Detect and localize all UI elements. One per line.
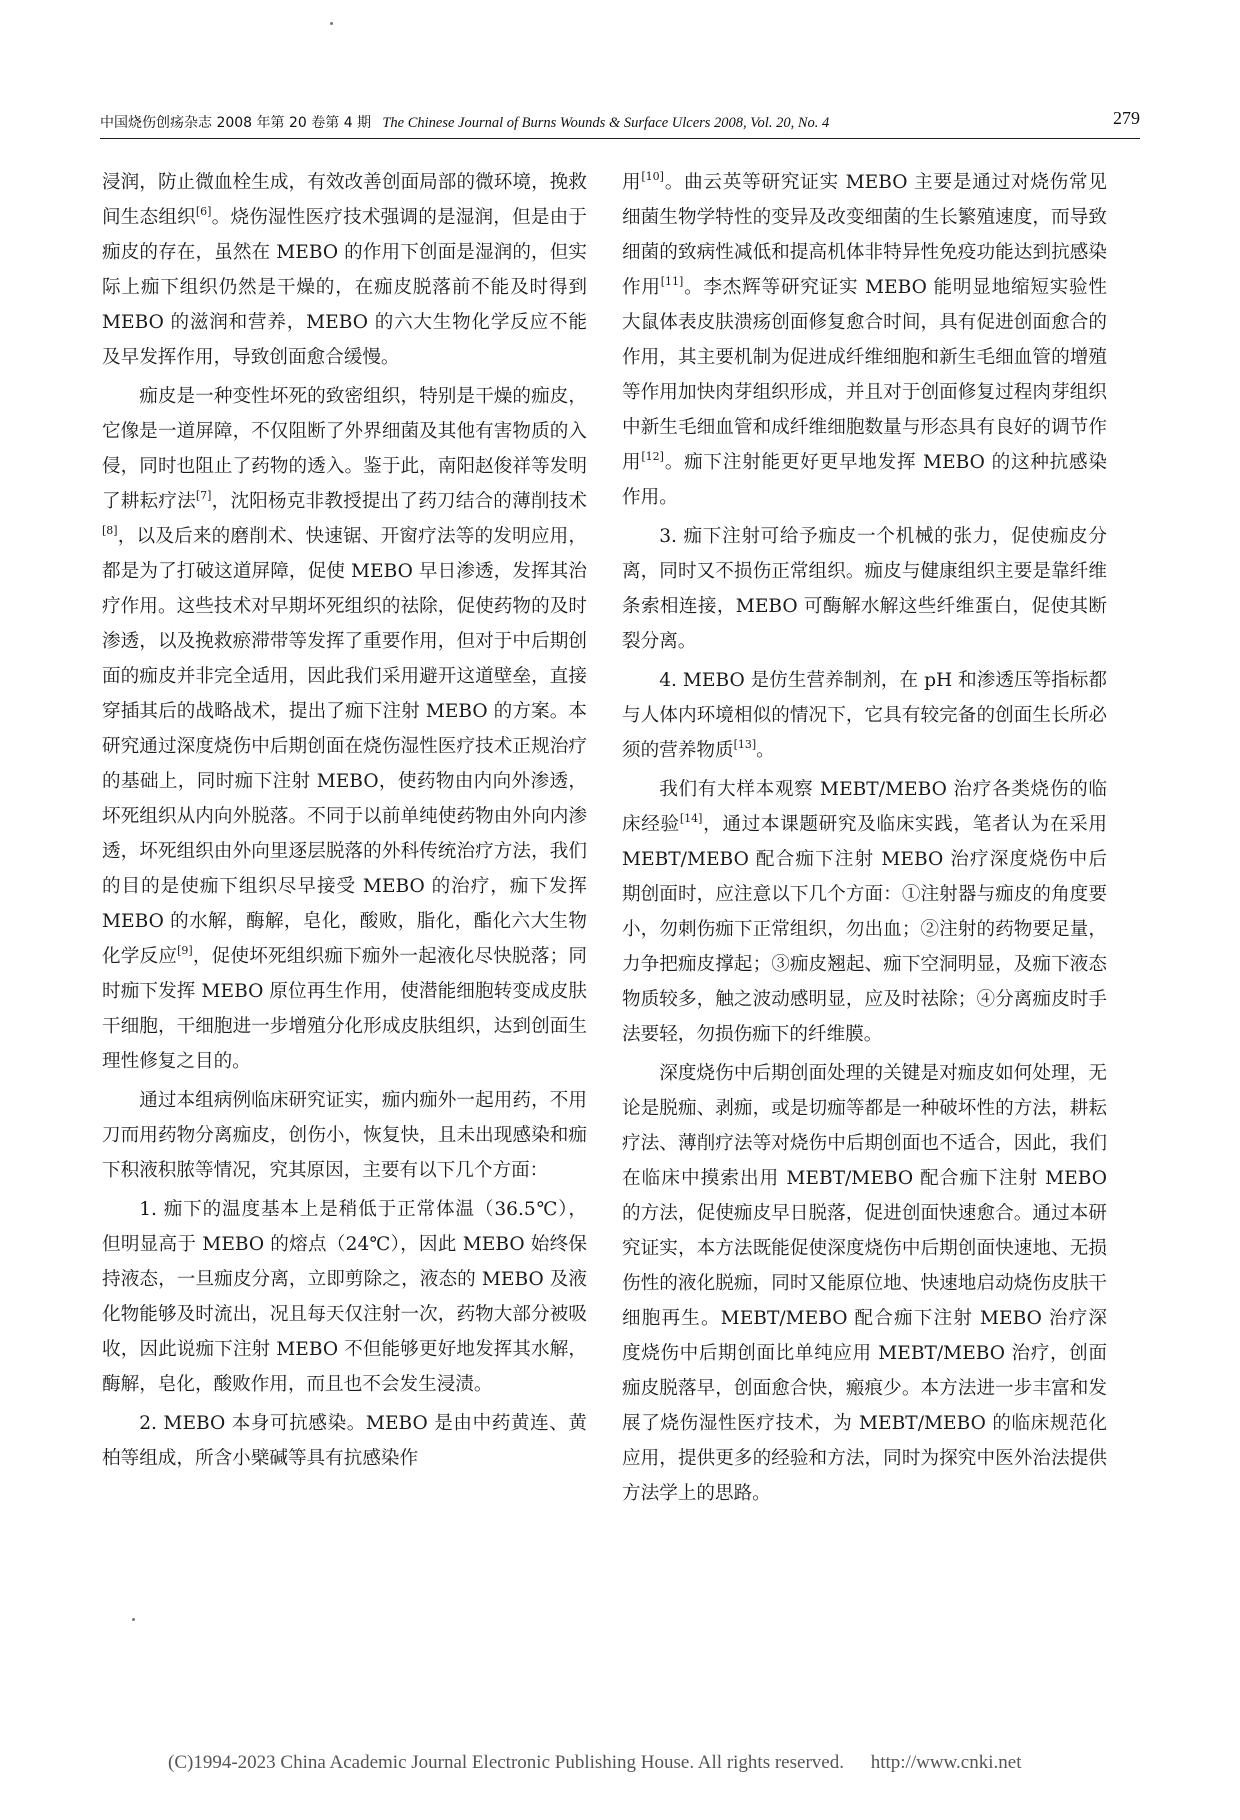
scan-speck — [132, 1618, 135, 1621]
paragraph-text: 2. MEBO 本身可抗感染。MEBO 是由中药黄连、黄柏等组成，所含小檗碱等具有抗感染作 — [102, 1413, 587, 1469]
paragraph-text: 。李杰辉等研究证实 MEBO 能明显地缩短实验性大鼠体表皮肤溃疡创面修复愈合时间，具有促进创面愈合的作用，其主要机制为促进成纤维细胞和新生毛细血管的增殖等作用加快肉芽组织形成，并且对于创面修复过程肉芽组织中新生毛细血管和成纤维细胞数量与形态具有良好的调节作用 — [622, 277, 1107, 473]
journal-title-cn: 中国烧伤创疡杂志 2008 年第 20 卷第 4 期 — [100, 115, 372, 131]
paragraph — [102, 165, 587, 375]
paragraph — [102, 1083, 587, 1188]
paragraph-text: ，促使坏死组织痂下痂外一起液化尽快脱落；同时痂下发挥 MEBO 原位再生作用，使潜能细胞转变成皮肤干细胞，干细胞进一步增殖分化形成皮肤组织，达到创面生理性修复之目的。 — [102, 946, 587, 1072]
citation-marker: [12] — [641, 450, 664, 463]
paragraph — [622, 1056, 1107, 1511]
citation-marker: [8] — [102, 524, 118, 537]
journal-title-en: The Chinese Journal of Burns Wounds & Surface Ulcers 2008, Vol. 20, No. 4 — [382, 115, 830, 131]
citation-marker: [9] — [177, 944, 193, 957]
paragraph-text: ，通过本课题研究及临床实践，笔者认为在采用 MEBT/MEBO 配合痂下注射 MEBO 治疗深度烧伤中后期创面时，应注意以下几个方面：①注射器与痂皮的角度要小，勿刺伤痂下正常组织，勿出血；②注射的药物要足量，力争把痂皮撑起；③痂皮翘起、痂下空洞明显，及痂下液态物质较多，触之波动感明显，应及时祛除；④分离痂皮时手法要轻，勿损伤痂下的纤维膜。 — [622, 814, 1107, 1045]
citation-marker: [13] — [733, 738, 757, 751]
paragraph — [622, 663, 1107, 768]
paragraph-text: 深度烧伤中后期创面处理的关键是对痂皮如何处理，无论是脱痂、剥痂，或是切痂等都是一种破坏性的方法，耕耘疗法、薄削疗法等对烧伤中后期创面也不适合，因此，我们在临床中摸索出用 MEBT/MEBO 配合痂下注射 MEBO 的方法，促使痂皮早日脱落，促进创面快速愈合。通过本研究证实，本方法既能促使深度烧伤中后期创面快速地、无损伤性的液化脱痂，同时又能原位地、快速地启动烧伤皮肤干细胞再生。MEBT/MEBO 配合痂下注射 MEBO 治疗深度烧伤中后期创面比单纯应用 MEBT/MEBO 治疗，创面痂皮脱落早，创面愈合快，瘢痕少。本方法进一步丰富和发展了烧伤湿性医疗技术，为 MEBT/MEBO 的临床规范化应用，提供更多的经验和方法，同时为探究中医外治法提供方法学上的思路。 — [622, 1063, 1107, 1504]
paragraph-text: 用 — [622, 172, 642, 193]
paragraph-text: 痂皮是一种变性坏死的致密组织，特别是干燥的痂皮，它像是一道屏障，不仅阻断了外界细菌及其他有害物质的入侵，同时也阻止了药物的透入。鉴于此，南阳赵俊祥等发明了耕耘疗法 — [102, 386, 587, 512]
paragraph-text: 3. 痂下注射可给予痂皮一个机械的张力，促使痂皮分离，同时又不损伤正常组织。痂皮与健康组织主要是靠纤维条索相连接，MEBO 可酶解水解这些纤维蛋白，促使其断裂分离。 — [622, 526, 1107, 652]
paragraph — [622, 165, 1107, 515]
source-url: http://www.cnki.net — [870, 1752, 1022, 1773]
paragraph-text: 。 — [756, 740, 775, 761]
running-header — [100, 108, 1140, 139]
paragraph — [102, 1192, 587, 1402]
paragraph-text: ，沈阳杨克非教授提出了药刀结合的薄削技术 — [211, 491, 587, 512]
citation-marker: [10] — [641, 170, 664, 183]
paragraph-text: 。痂下注射能更好更早地发挥 MEBO 的这种抗感染作用。 — [622, 452, 1107, 508]
paragraph — [622, 519, 1107, 659]
paragraph-text: 1. 痂下的温度基本上是稍低于正常体温（36.5℃），但明显高于 MEBO 的熔点（24℃），因此 MEBO 始终保持液态，一旦痂皮分离，立即剪除之，液态的 MEBO 及液化物能够及时流出，况且每天仅注射一次，药物大部分被吸收，因此说痂下注射 MEBO 不但能够更好地发挥其水解，酶解，皂化，酸败作用，而且也不会发生浸渍。 — [102, 1199, 587, 1395]
paragraph-text: 我们有大样本观察 MEBT/MEBO 治疗各类烧伤的临床经验 — [622, 779, 1107, 835]
paragraph-text: 浸润，防止微血栓生成，有效改善创面局部的微环境，挽救间生态组织 — [102, 172, 587, 228]
citation-marker: [7] — [195, 489, 212, 502]
scan-speck — [330, 22, 333, 25]
paragraph-text: ，以及后来的磨削术、快速锯、开窗疗法等的发明应用，都是为了打破这道屏障，促使 MEBO 早日渗透，发挥其治疗作用。这些技术对早期坏死组织的祛除，促使药物的及时渗透，以及挽救瘀滞带等发挥了重要作用，但对于中后期创面的痂皮并非完全适用，因此我们采用避开这道壁垒，直接穿插其后的战略战术，提出了痂下注射 MEBO 的方案。本研究通过深度烧伤中后期创面在烧伤湿性医疗技术正规治疗的基础上，同时痂下注射 MEBO，使药物由内向外渗透，坏死组织从内向外脱落。不同于以前单纯使药物由外向内渗透，坏死组织由外向里逐层脱落的外科传统治疗方法，我们的目的是使痂下组织尽早接受 MEBO 的治疗，痂下发挥 MEBO 的水解，酶解，皂化，酸败，脂化，酯化六大生物化学反应 — [102, 526, 587, 967]
page-number: 279 — [1113, 108, 1140, 128]
citation-marker: [14] — [679, 812, 703, 825]
paragraph-text: 4. MEBO 是仿生营养制剂，在 pH 和渗透压等指标都与人体内环境相似的情况下，它具有较完备的创面生长所必须的营养物质 — [622, 670, 1107, 761]
copyright-text: (C)1994-2023 China Academic Journal Electronic Publishing House. All rights reserved. — [168, 1752, 844, 1773]
paragraph — [622, 772, 1107, 1052]
paragraph-text: 。曲云英等研究证实 MEBO 主要是通过对烧伤常见细菌生物学特性的变异及改变细菌的生长繁殖速度，而导致细菌的致病性减低和提高机体非特异性免疫功能达到抗感染作用 — [622, 172, 1107, 298]
paragraph — [102, 1406, 587, 1476]
paragraph — [102, 379, 587, 1079]
right-column — [622, 165, 1107, 1515]
citation-marker: [6] — [195, 205, 212, 218]
left-column — [102, 165, 587, 1480]
copyright-footer — [168, 1752, 1021, 1774]
paragraph-text: 。烧伤湿性医疗技术强调的是湿润，但是由于痂皮的存在，虽然在 MEBO 的作用下创面是湿润的，但实际上痂下组织仍然是干燥的，在痂皮脱落前不能及时得到 MEBO 的滋润和营养，MEBO 的六大生物化学反应不能及早发挥作用，导致创面愈合缓慢。 — [102, 207, 587, 368]
paragraph-text: 通过本组病例临床研究证实，痂内痂外一起用药，不用刀而用药物分离痂皮，创伤小，恢复快，且未出现感染和痂下积液积脓等情况，究其原因，主要有以下几个方面： — [102, 1090, 587, 1181]
citation-marker: [11] — [660, 275, 684, 288]
